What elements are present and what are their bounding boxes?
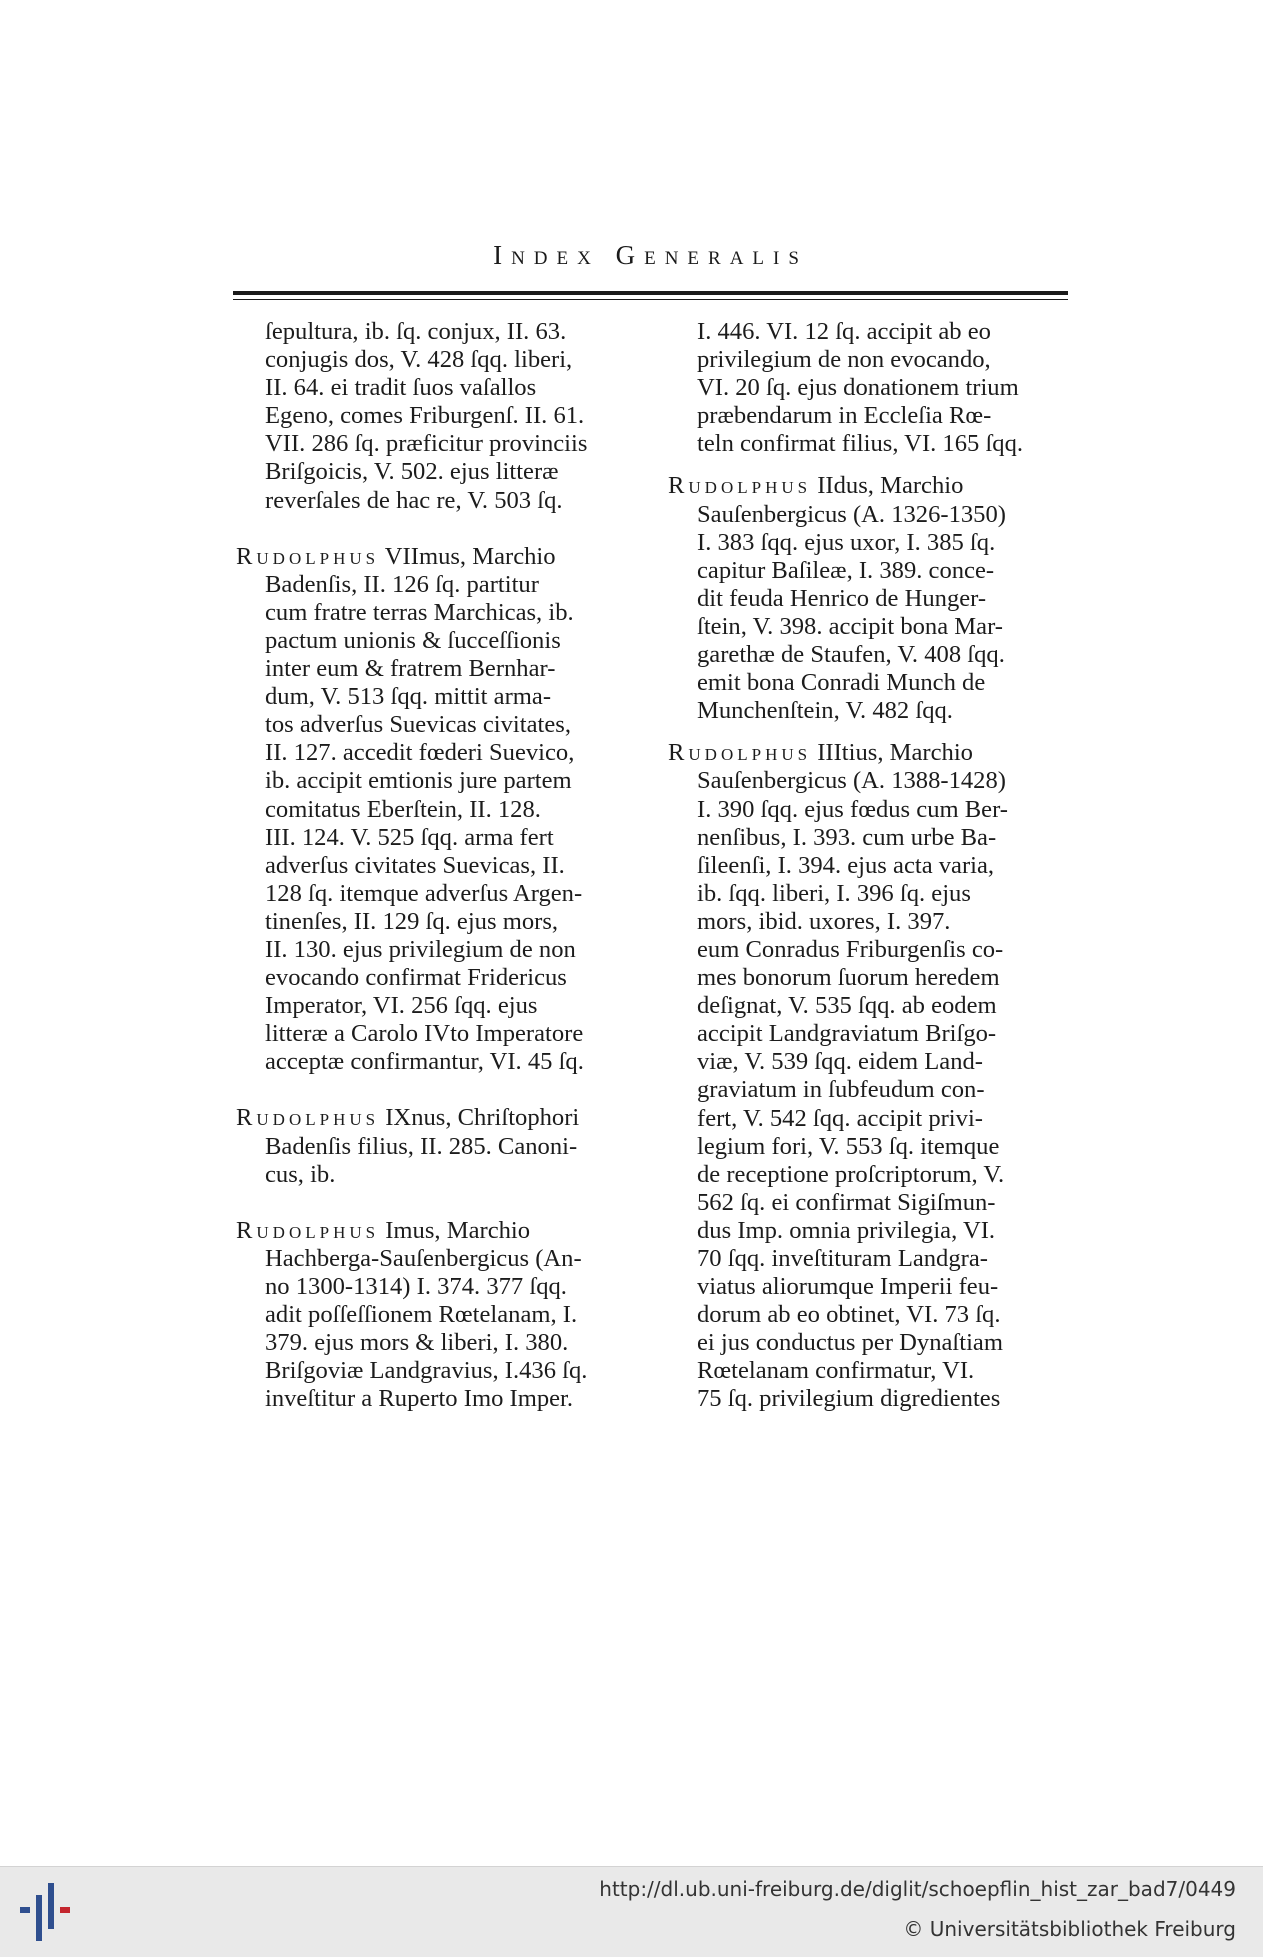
text-line: nenſibus, I. 393. cum urbe Ba- [697,823,997,851]
text-line: Badenſis filius, II. 285. Canoni- [265,1132,578,1160]
text-line: VII. 286 ſq. præficitur provinciis [265,430,588,458]
text-line: I. 390 ſqq. ejus fœdus cum Ber- [697,795,1008,823]
text-line: privilegium de non evocando, [697,346,991,374]
text-line: ib. ſqq. liberi, I. 396 ſq. ejus [697,879,971,907]
text-line: evocando confirmat Fridericus [265,964,567,992]
text-line: deſignat, V. 535 ſqq. ab eodem [697,992,997,1020]
entry-spacer [668,458,1073,472]
entry-head-rest: Imus, Marchio [379,1216,531,1244]
text-line: adit poſſeſſionem Rœtelanam, I. [265,1301,578,1328]
text-line: 128 ſq. itemque adverſus Argen- [265,879,583,907]
entry-name: Rudolphus [668,472,812,500]
index-entry-rudolphus-iiitius [668,739,1073,1413]
text-line: ib. accipit emtionis jure partem [265,767,572,795]
text-line: garethæ de Staufen, V. 408 ſqq. [697,641,1005,669]
text-line: legium fori, V. 553 ſq. itemque [697,1132,1000,1160]
text-line: tinenſes, II. 129 ſq. ejus mors, [265,907,559,935]
text-line: Egeno, comes Friburgenſ. II. 61. [265,402,585,430]
text-line: Sauſenbergicus (A. 1326-1350) [697,500,1006,528]
text-line: dorum ab eo obtinet, VI. 73 ſq. [697,1301,1001,1329]
text-line: adverſus civitates Suevicas, II. [265,851,565,879]
text-line: dit feuda Henrico de Hunger- [697,584,987,612]
text-line: fert, V. 542 ſqq. accipit privi- [697,1104,983,1132]
text-line: ſtein, V. 398. accipit bona Mar- [697,612,1003,640]
right-column [668,318,1073,1414]
entry-name: Rudolphus [236,1104,380,1132]
text-line: dum, V. 513 ſqq. mittit arma- [265,683,552,711]
text-line: eum Conradus Friburgenſis co- [697,935,1004,963]
text-line: præbendarum in Eccleſia Rœ- [697,402,992,430]
text-line: viatus aliorumque Imperii feu- [697,1273,999,1301]
text-line: mes bonorum ſuorum heredem [697,964,1000,992]
text-line: litteræ a Carolo IVto Imperatore [265,1020,584,1048]
text-line: emit bona Conradi Munch de [697,669,986,697]
text-line: mors, ibid. uxores, I. 397. [697,907,951,935]
entry-head-line [236,543,634,571]
text-line: no 1300-1314) I. 374. 377 ſqq. [265,1272,567,1300]
entry-name: Rudolphus [236,1216,380,1244]
text-line: inter eum & fratrem Bernhar- [265,655,556,683]
entry-head-rest: IXnus, Chriſtophori [379,1104,580,1132]
text-line: II. 64. ei tradit ſuos vaſallos [265,374,537,402]
text-line: ei jus conductus per Dynaſtiam [697,1329,1003,1357]
permalink-link[interactable]: http://dl.ub.uni-freiburg.de/diglit/schoepflin_hist_zar_bad7/0449 [599,1877,1236,1901]
text-line: II. 127. accedit fœderi Suevico, [265,739,575,767]
text-line: comitatus Eberſtein, II. 128. [265,795,541,823]
text-line: dus Imp. omnia privilegia, VI. [697,1216,996,1244]
left-continuation-block [236,318,634,515]
text-line: ſepultura, ib. ſq. conjux, II. 63. [265,318,567,345]
entry-head-line [668,739,1073,767]
index-entry-rudolphus-ixnus [236,1104,634,1188]
text-line: reverſales de hac re, V. 503 ſq. [265,486,563,514]
index-entry-rudolphus-imus [236,1217,634,1414]
text-line: III. 124. V. 525 ſqq. arma fert [265,823,554,851]
entry-head-line [236,1217,634,1245]
text-line: conjugis dos, V. 428 ſqq. liberi, [265,346,573,374]
text-line: acceptæ confirmantur, VI. 45 ſq. [265,1048,584,1076]
entry-name: Rudolphus [668,739,812,767]
text-line: graviatum in ſubfeudum con- [697,1076,985,1104]
entry-spacer [668,725,1073,739]
text-line: Imperator, VI. 256 ſqq. ejus [265,992,538,1020]
text-line: Hachberga-Sauſenbergicus (An- [265,1244,582,1272]
entry-head-line [236,1104,634,1132]
text-line: 70 ſqq. inveſtituram Landgra- [697,1245,988,1272]
text-line: II. 130. ejus privilegium de non [265,935,576,963]
text-line: de receptione proſcriptorum, V. [697,1160,1005,1188]
index-entry-rudolphus-viimus [236,543,634,1077]
header-rule-thin [233,299,1068,300]
text-line: Briſgoicis, V. 502. ejus litteræ [265,458,559,486]
text-line: cus, ib. [265,1160,336,1188]
header-rule-thick [233,291,1068,295]
text-line: cum fratre terras Marchicas, ib. [265,598,574,626]
text-line: capitur Baſileæ, I. 389. conce- [697,556,995,584]
text-line: teln confirmat filius, VI. 165 ſqq. [697,430,1024,458]
entry-spacer [236,515,634,543]
text-line: 379. ejus mors & liberi, I. 380. [265,1329,569,1357]
text-line: Rœtelanam confirmatur, VI. [697,1357,975,1385]
copyright-text: © Universitätsbibliothek Freiburg [903,1917,1236,1941]
text-line: 75 ſq. privilegium digredientes [697,1385,1001,1413]
entry-head-line [668,472,1073,500]
entry-name: Rudolphus [236,542,380,570]
text-line: pactum unionis & ſucceſſionis [265,626,561,654]
index-entry-rudolphus-iidus [668,472,1073,725]
ub-freiburg-logo-icon[interactable] [18,1879,80,1945]
entry-head-rest: VIImus, Marchio [379,542,556,570]
entry-spacer [236,1076,634,1104]
text-line: Sauſenbergicus (A. 1388-1428) [697,767,1006,795]
entry-head-rest: IIdus, Marchio [811,472,964,500]
text-line: 562 ſq. ei confirmat Sigiſmun- [697,1188,996,1216]
text-line: I. 383 ſqq. ejus uxor, I. 385 ſq. [697,528,996,556]
text-line: VI. 20 ſq. ejus donationem trium [697,374,1019,402]
text-line: Briſgoviæ Landgravius, I.436 ſq. [265,1357,588,1385]
entry-spacer [236,1189,634,1217]
text-line: I. 446. VI. 12 ſq. accipit ab eo [697,318,991,345]
text-line: accipit Landgraviatum Briſgo- [697,1020,997,1048]
text-line: ſileenſi, I. 394. ejus acta varia, [697,851,995,879]
text-line: inveſtitur a Ruperto Imo Imper. [265,1385,574,1413]
text-line: viæ, V. 539 ſqq. eidem Land- [697,1048,983,1076]
entry-head-rest: IIItius, Marchio [811,739,973,767]
right-continuation-block [668,318,1073,458]
viewer-footer [0,1866,1263,1957]
running-header: Index Generalis [493,240,808,270]
text-line: tos adverſus Suevicas civitates, [265,711,571,739]
left-column [236,318,634,1413]
text-line: Munchenſtein, V. 482 ſqq. [697,697,953,725]
text-line: Badenſis, II. 126 ſq. partitur [265,570,539,598]
